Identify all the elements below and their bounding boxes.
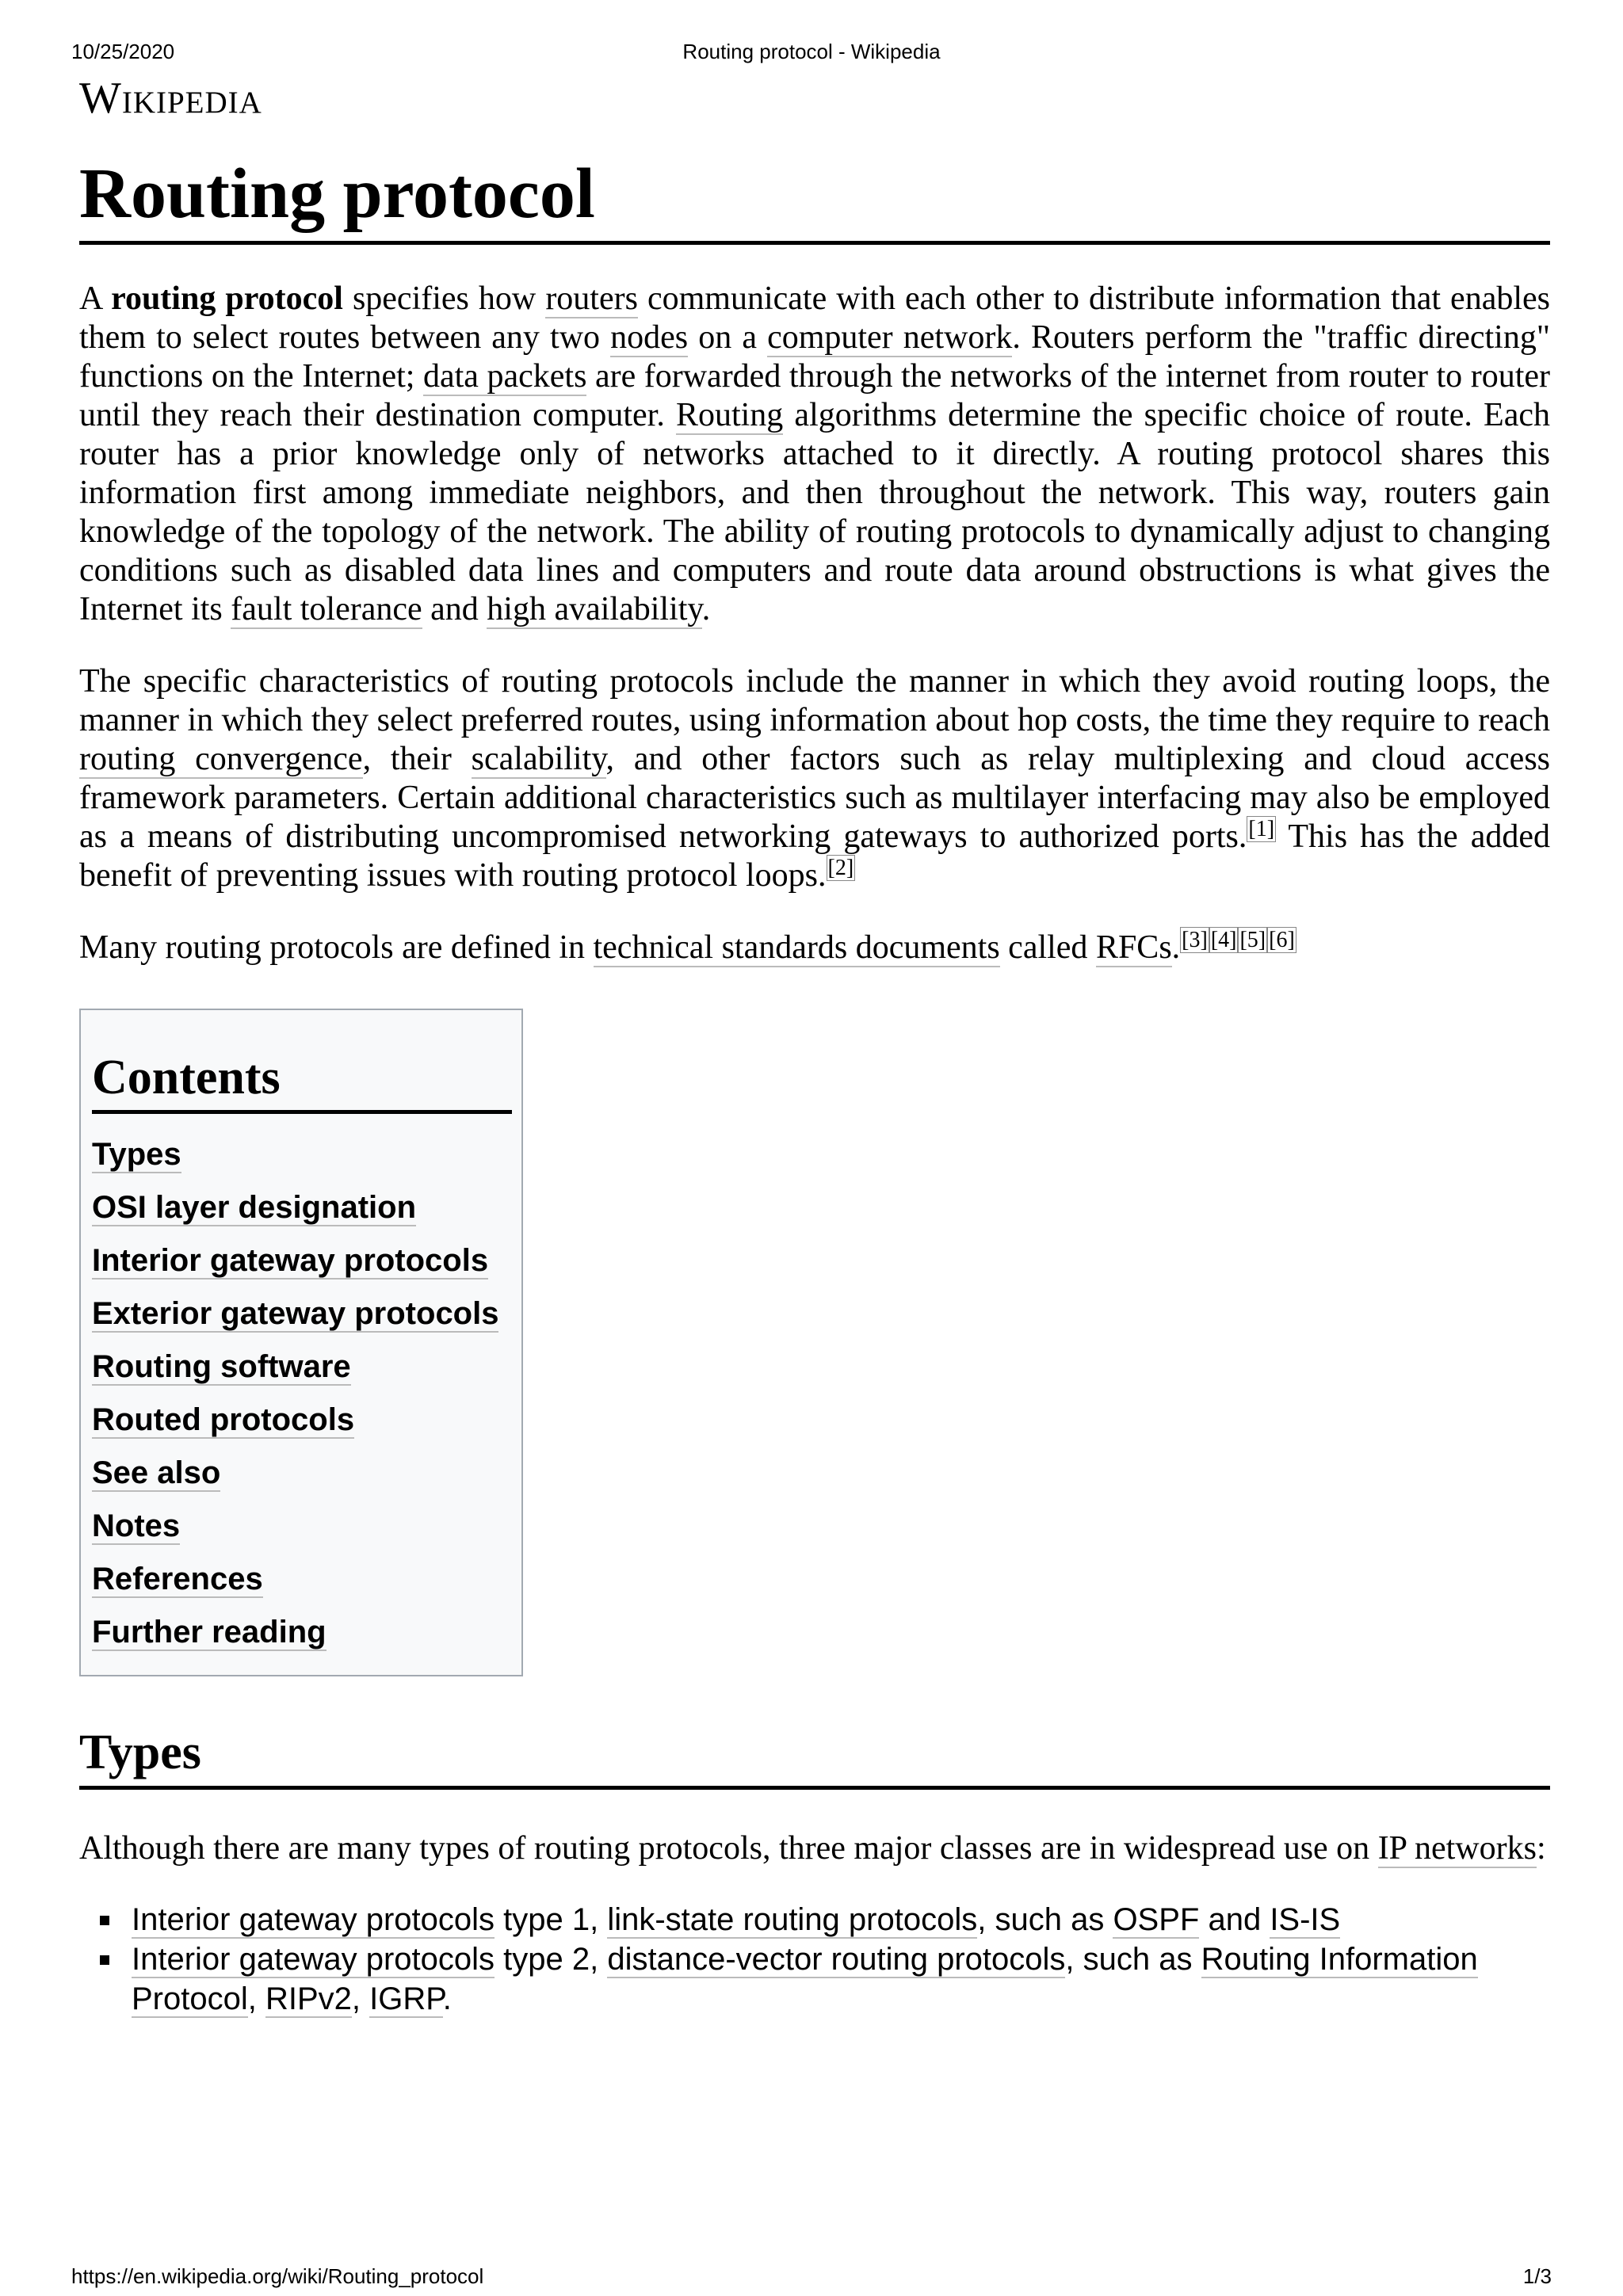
text: communicate with each other to distribute information that enables them to select routes between any two xyxy=(79,280,1550,356)
toc-link-further-reading[interactable]: Further reading xyxy=(92,1615,327,1650)
toc-link-exterior-gateway-protocols[interactable]: Exterior gateway protocols xyxy=(92,1296,499,1331)
toc-link-osi-layer-designation[interactable]: OSI layer designation xyxy=(92,1190,417,1225)
text: Although there are many types of routing protocols, three major classes are in widespread use on xyxy=(79,1830,1378,1867)
citation xyxy=(1247,816,1276,842)
toc-item xyxy=(92,1128,512,1181)
link-ripv2[interactable]: RIPv2 xyxy=(265,1981,352,2016)
text: The specific characteristics of routing protocols include the manner in which they avoid routing loops, the manner in which they select preferred routes, using information about hop costs, the time they require to reach xyxy=(79,663,1550,738)
types-intro-paragraph xyxy=(79,1829,1550,1868)
intro-paragraph-1 xyxy=(79,280,1550,629)
text: specifies how xyxy=(342,280,546,317)
text: Many routing protocols are defined in xyxy=(79,929,594,966)
intro-paragraph-2 xyxy=(79,662,1550,895)
text: type 2, xyxy=(495,1942,608,1977)
text: . xyxy=(1171,929,1181,966)
link-nodes[interactable]: nodes xyxy=(610,319,689,356)
ref-3[interactable]: [3] xyxy=(1182,928,1208,952)
toc-title: Contents xyxy=(92,1050,512,1114)
toc-item xyxy=(92,1606,512,1659)
toc-item xyxy=(92,1287,512,1341)
text: are forwarded through the networks of the internet from router to router until they reach their destination computer. xyxy=(79,358,1550,433)
toc-link-notes[interactable]: Notes xyxy=(92,1508,181,1543)
citation xyxy=(1180,927,1296,953)
text: called xyxy=(999,929,1096,966)
print-header xyxy=(71,40,1552,71)
text: , their xyxy=(362,741,472,777)
text: type 1, xyxy=(495,1902,608,1937)
article-content xyxy=(79,151,1550,2019)
text: . xyxy=(701,591,711,627)
ref-6[interactable]: [6] xyxy=(1269,928,1295,952)
print-url: https://en.wikipedia.org/wiki/Routing_protocol xyxy=(71,2264,484,2288)
link-computer-network[interactable]: computer network xyxy=(767,319,1013,356)
link-technical-standards[interactable]: technical standards documents xyxy=(593,929,1000,966)
citation xyxy=(827,855,856,881)
toc-item xyxy=(92,1341,512,1394)
text: . xyxy=(442,1981,452,2016)
toc-link-types[interactable]: Types xyxy=(92,1137,181,1172)
toc-item xyxy=(92,1500,512,1553)
section-heading-types: Types xyxy=(79,1721,1550,1790)
text: , xyxy=(351,1981,370,2016)
toc-item xyxy=(92,1553,512,1606)
link-routing-information-protocol[interactable]: Routing Information Protocol xyxy=(132,1942,1478,2016)
types-list xyxy=(79,1900,1550,2019)
toc-item xyxy=(92,1234,512,1287)
link-rfcs[interactable]: RFCs xyxy=(1095,929,1172,966)
link-interior-gateway-protocols[interactable]: Interior gateway protocols xyxy=(132,1902,495,1937)
link-ospf[interactable]: OSPF xyxy=(1113,1902,1200,1937)
text: , and other factors such as relay multiplexing and cloud access framework parameters. Certain additional characteristics such as multilayer interfacing may also be employed as a means of distributing uncompromised networking gateways to authorized ports. xyxy=(79,741,1551,855)
text: , such as xyxy=(977,1902,1113,1937)
text: algorithms determine the specific choice of route. Each router has a prior knowledge only of networks attached to it directly. A routing protocol shares this information first among immediate neighbors, and then throughout the network. This way, routers gain knowledge of the topology of the network. The ability of routing protocols to dynamically adjust to changing conditions such as disabled data lines and computers and route data around obstructions is what gives the Internet its xyxy=(79,397,1550,627)
article-title: Routing protocol xyxy=(79,151,1550,245)
link-routing[interactable]: Routing xyxy=(675,397,784,433)
list-item xyxy=(132,1939,1550,2019)
text: , such as xyxy=(1065,1942,1201,1977)
bold-term: routing protocol xyxy=(111,280,343,317)
text: on a xyxy=(688,319,768,356)
text: This has the added benefit of preventing issues with routing protocol loops. xyxy=(79,818,1550,894)
text: . Routers perform the "traffic directing" functions on the Internet; xyxy=(79,319,1550,395)
intro-paragraph-3 xyxy=(79,929,1550,967)
wikipedia-wordmark[interactable]: Wikipedia xyxy=(79,74,262,123)
link-igrp[interactable]: IGRP xyxy=(369,1981,443,2016)
link-data-packets[interactable]: data packets xyxy=(423,358,587,395)
link-routers[interactable]: routers xyxy=(545,280,638,317)
toc-item xyxy=(92,1181,512,1234)
link-interior-gateway-protocols[interactable]: Interior gateway protocols xyxy=(132,1942,495,1977)
toc-list xyxy=(92,1128,512,1659)
ref-4[interactable]: [4] xyxy=(1210,928,1237,952)
toc-link-references[interactable]: References xyxy=(92,1562,263,1596)
link-is-is[interactable]: IS-IS xyxy=(1270,1902,1341,1937)
link-high-availability[interactable]: high availability xyxy=(487,591,702,627)
print-page-title: Routing protocol - Wikipedia xyxy=(682,40,941,63)
text: and xyxy=(1199,1902,1270,1937)
toc-link-see-also[interactable]: See also xyxy=(92,1455,221,1490)
link-distance-vector-routing-protocols[interactable]: distance-vector routing protocols xyxy=(607,1942,1066,1977)
toc-link-interior-gateway-protocols[interactable]: Interior gateway protocols xyxy=(92,1243,489,1278)
table-of-contents xyxy=(79,1009,523,1676)
toc-item xyxy=(92,1394,512,1447)
ref-2[interactable]: [2] xyxy=(827,856,854,880)
toc-item xyxy=(92,1447,512,1500)
print-date: 10/25/2020 xyxy=(71,40,175,63)
ref-5[interactable]: [5] xyxy=(1239,928,1266,952)
text: and xyxy=(422,591,487,627)
list-item xyxy=(132,1900,1550,1939)
toc-link-routing-software[interactable]: Routing software xyxy=(92,1349,351,1384)
text: , xyxy=(247,1981,265,2016)
link-link-state-routing-protocols[interactable]: link-state routing protocols xyxy=(607,1902,978,1937)
text: : xyxy=(1536,1830,1546,1867)
print-page-number: 1/3 xyxy=(1522,2264,1552,2288)
text: A xyxy=(79,280,112,317)
link-routing-convergence[interactable]: routing convergence xyxy=(79,741,363,777)
toc-link-routed-protocols[interactable]: Routed protocols xyxy=(92,1402,355,1437)
link-scalability[interactable]: scalability xyxy=(471,741,606,777)
link-ip-networks[interactable]: IP networks xyxy=(1377,1830,1537,1867)
link-fault-tolerance[interactable]: fault tolerance xyxy=(231,591,422,627)
ref-1[interactable]: [1] xyxy=(1248,817,1275,841)
